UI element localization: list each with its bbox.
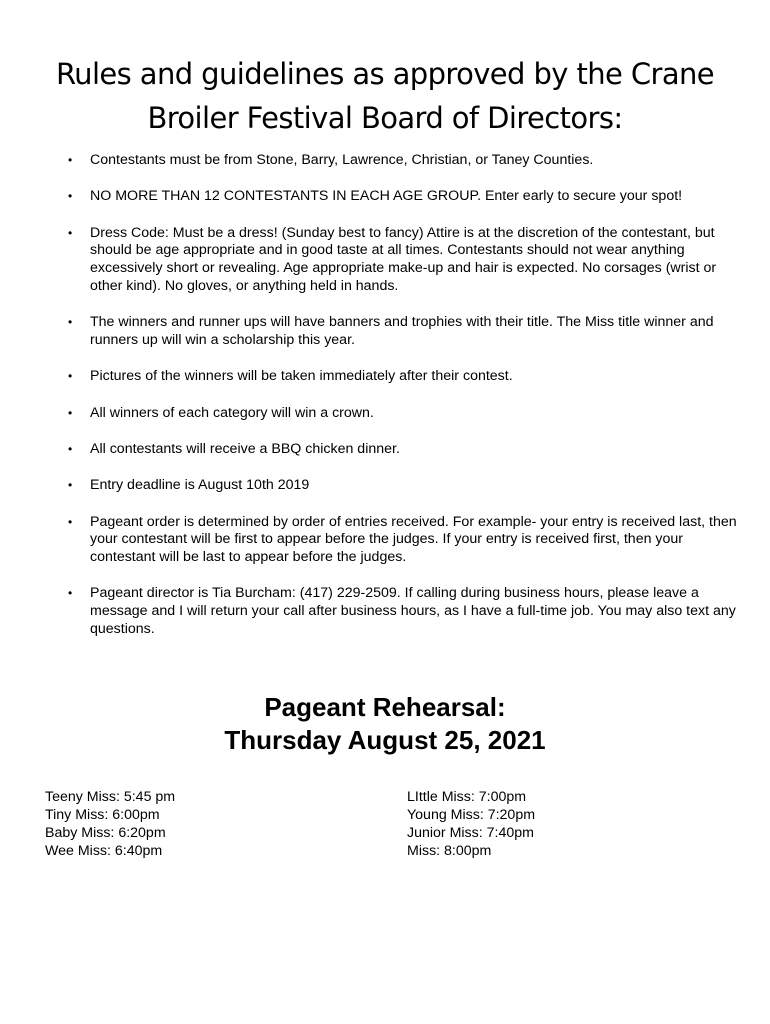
schedule-entry: Teeny Miss: 5:45 pm: [45, 789, 176, 805]
schedule-entry: Miss: 8:00pm: [407, 843, 492, 859]
bullet-icon: •: [68, 225, 73, 240]
schedule-entry: Junior Miss: 7:40pm: [407, 825, 534, 841]
document-title: [30, 52, 740, 140]
schedule-right-column: [407, 788, 535, 860]
schedule-entry: Young Miss: 7:20pm: [407, 807, 536, 823]
rule-item: [68, 188, 738, 206]
bullet-icon: •: [68, 315, 73, 330]
bullet-icon: •: [68, 478, 73, 493]
bullet-icon: •: [68, 441, 73, 456]
bullet-icon: •: [68, 586, 73, 601]
schedule-entry: Tiny Miss: 6:00pm: [45, 807, 160, 823]
rule-item: [68, 152, 738, 170]
rule-item: [68, 314, 738, 350]
rule-item: [68, 225, 738, 296]
rule-text: Pageant director is Tia Burcham: (417) 229-2509. If calling during business hours, please leave a message and I will return your call after business hours, as I have a full-time job. You may also text any questions.: [90, 585, 736, 638]
rule-text: Dress Code: Must be a dress! (Sunday best to fancy) Attire is at the discretion of the contestant, but should be age appropriate and in good taste at all times. Contestants should not wear anything excessively short or revealing. Age appropriate make-up and hair is expected. No corsages (wrist or other kind). No gloves, or anything held in hands.: [90, 224, 717, 294]
schedule-entry: Wee Miss: 6:40pm: [45, 843, 163, 859]
rule-item: [68, 585, 738, 638]
rehearsal-heading: Pageant Rehearsal:: [264, 692, 506, 722]
rule-text: NO MORE THAN 12 CONTESTANTS IN EACH AGE GROUP. Enter early to secure your spot!: [90, 188, 683, 205]
rule-item: [68, 368, 738, 386]
schedule-entry: Baby Miss: 6:20pm: [45, 825, 166, 841]
rule-text: Pictures of the winners will be taken immediately after their contest.: [90, 368, 513, 385]
rule-text: The winners and runner ups will have banners and trophies with their title. The Miss title winner and runners up will win a scholarship this year.: [90, 314, 714, 349]
bullet-icon: •: [68, 153, 73, 167]
rule-text: Pageant order is determined by order of entries received. For example- your entry is received last, then your contestant will be first to appear before the judges. If your entry is received first, then your contestant will be last to appear before the judges.: [90, 513, 737, 566]
bullet-icon: •: [68, 514, 73, 529]
bullet-icon: •: [68, 369, 73, 384]
rule-item: [68, 477, 738, 495]
rule-text: All contestants will receive a BBQ chicken dinner.: [90, 440, 400, 457]
rule-text: Contestants must be from Stone, Barry, Lawrence, Christian, or Taney Counties.: [90, 152, 594, 168]
title-line-2: Broiler Festival Board of Directors:: [147, 101, 623, 135]
rule-item: [68, 441, 738, 459]
schedule-left-column: [45, 788, 175, 860]
rehearsal-section: [0, 691, 770, 757]
rule-text: All winners of each category will win a crown.: [90, 404, 374, 421]
rule-item: [68, 514, 738, 567]
rules-list: [68, 152, 738, 657]
rehearsal-date: Thursday August 25, 2021: [224, 725, 546, 755]
schedule-entry: LIttle Miss: 7:00pm: [407, 789, 527, 805]
rule-text: Entry deadline is August 10th 2019: [90, 477, 310, 494]
bullet-icon: •: [68, 189, 73, 204]
bullet-icon: •: [68, 405, 73, 420]
rule-item: [68, 405, 738, 423]
title-line-1: Rules and guidelines as approved by the Crane: [55, 57, 715, 91]
